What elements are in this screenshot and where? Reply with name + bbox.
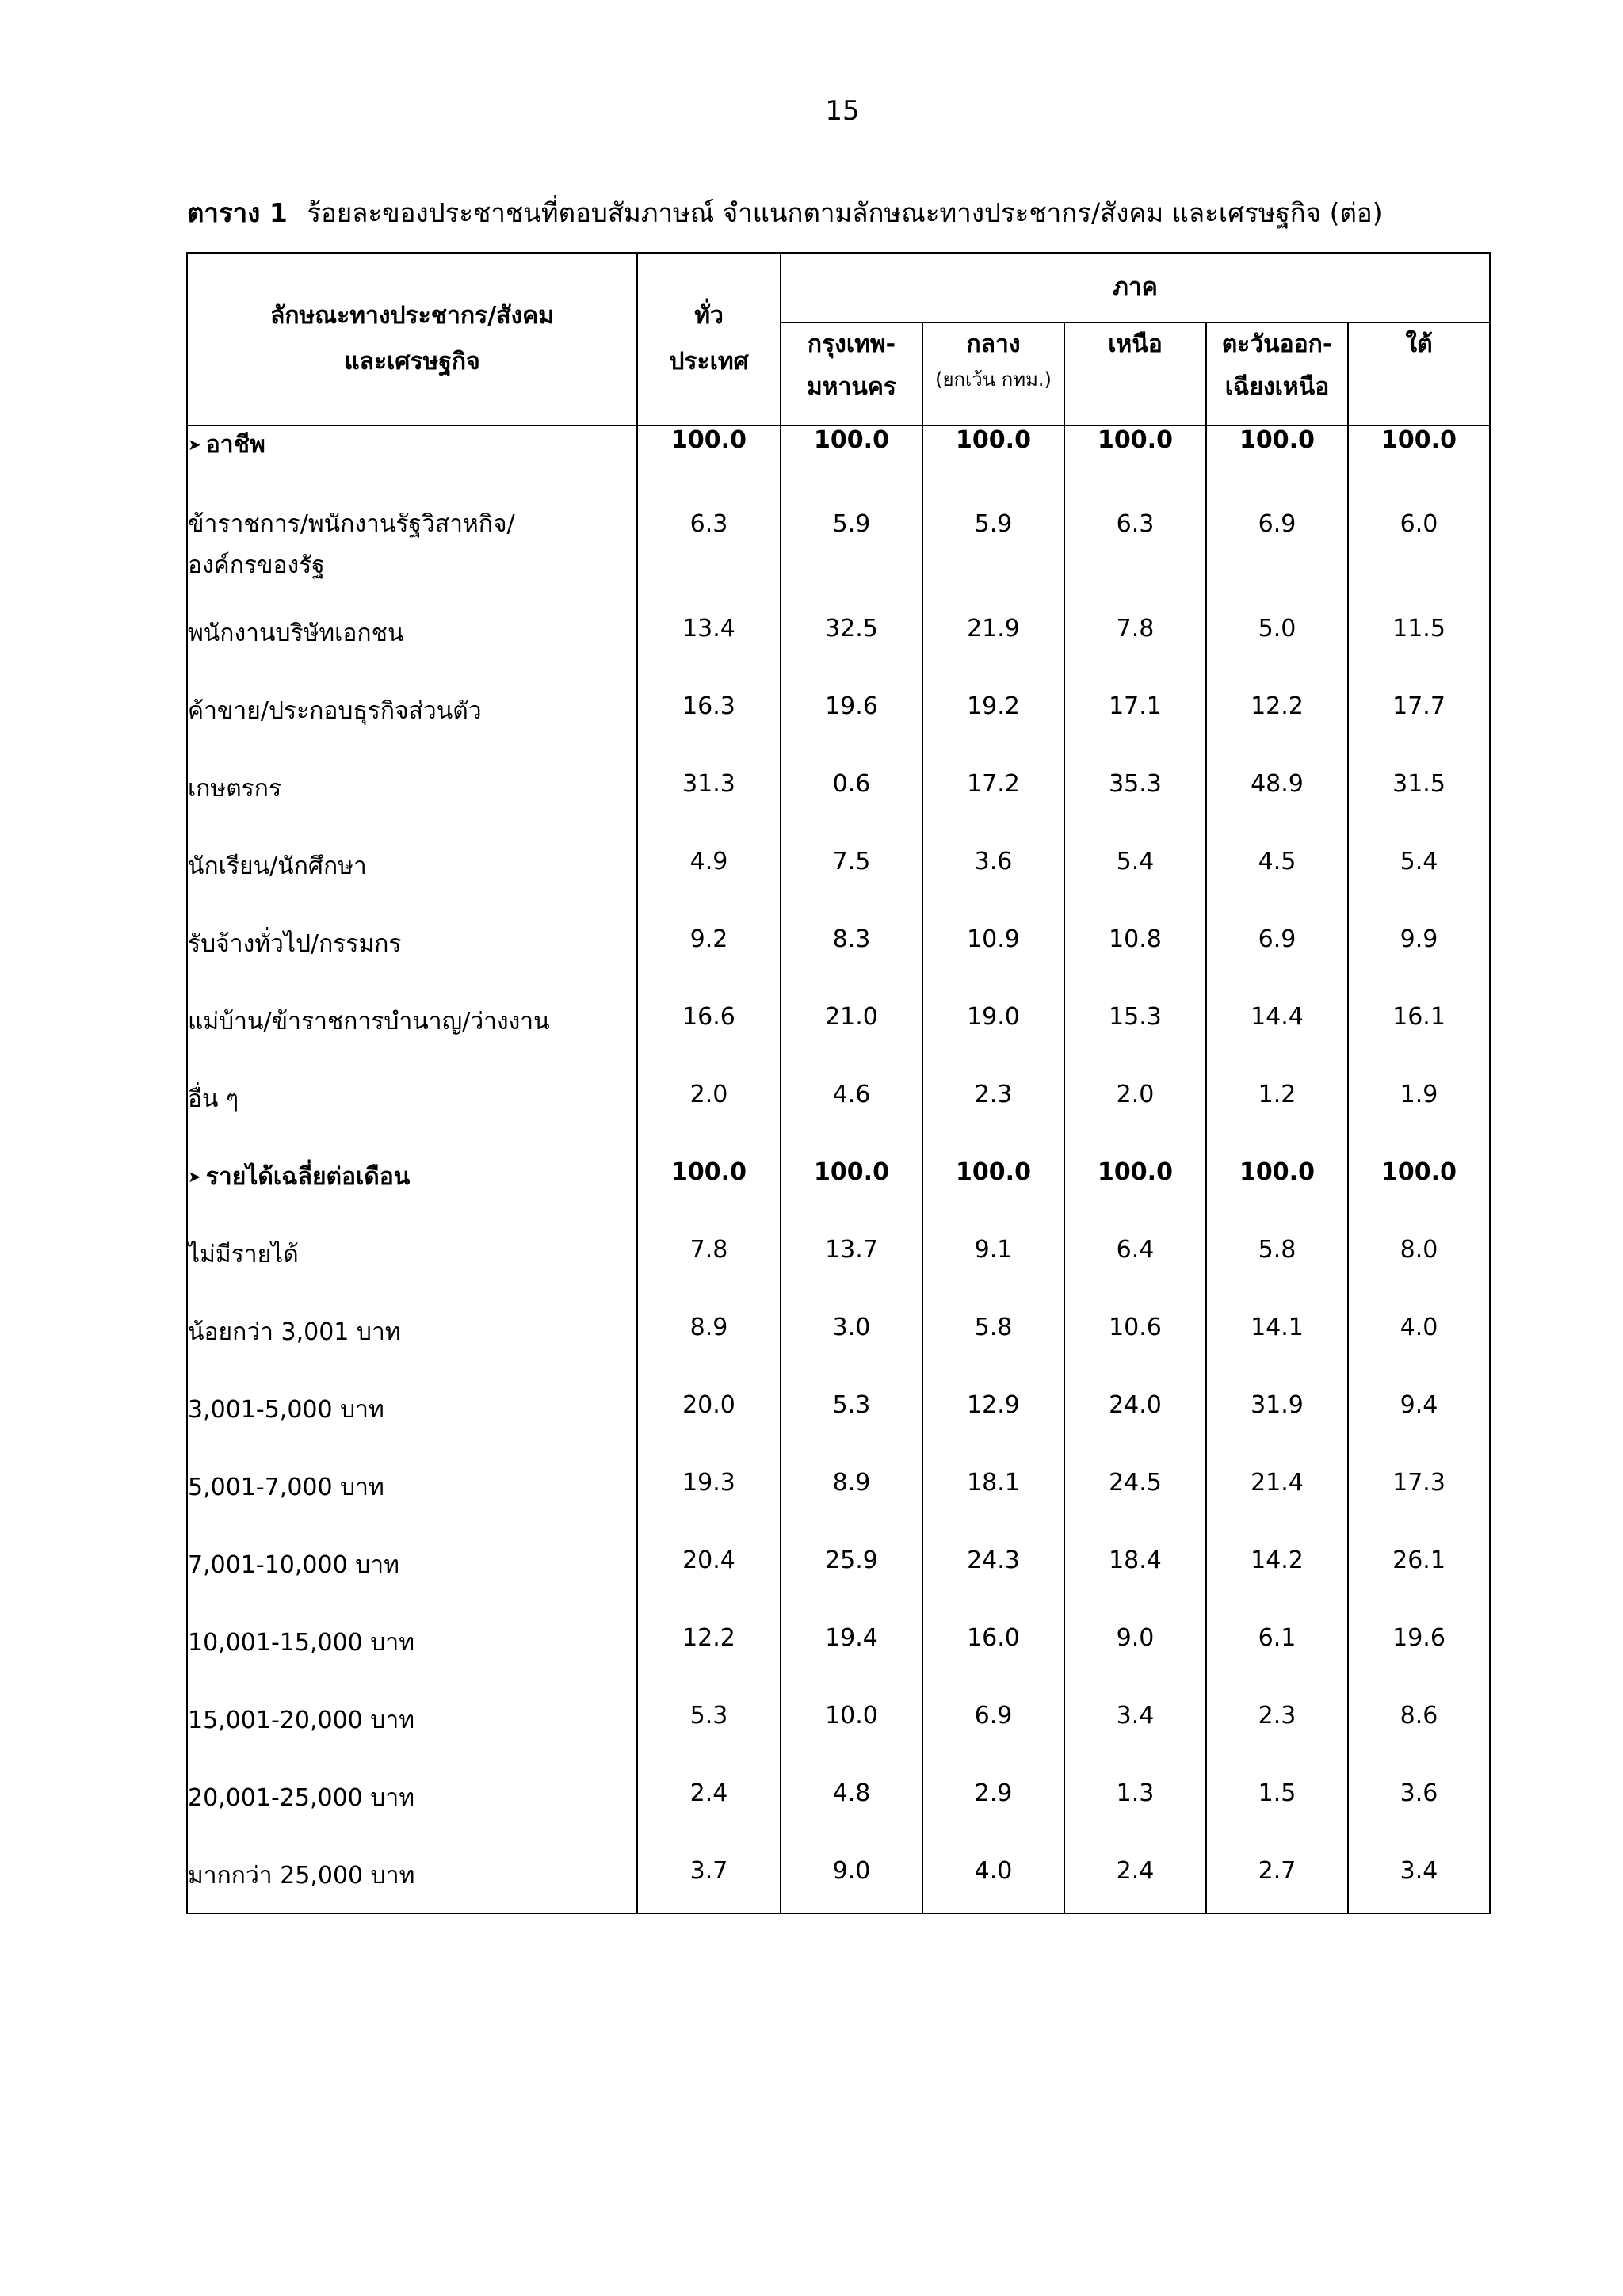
section-total-cell: 100.0 [637,1158,781,1236]
value-cell: 4.9 [637,848,781,925]
row-label: น้อยกว่า 3,001 บาท [188,1318,401,1346]
section-row [187,425,1490,504]
section-total-cell: 100.0 [1348,1158,1490,1236]
value-cell: 13.7 [781,1236,922,1314]
value-cell: 2.3 [1206,1702,1348,1779]
value-cell: 2.0 [1064,1081,1206,1158]
row-label: รับจ้างทั่วไป/กรรมกร [188,930,402,958]
section-total-cell: 100.0 [781,1158,922,1236]
value-cell: 8.3 [781,925,922,1003]
value-cell: 14.1 [1206,1314,1348,1391]
table-row [187,1779,1490,1857]
value-cell: 19.3 [637,1469,781,1547]
value-cell: 7.5 [781,848,922,925]
value-cell: 16.1 [1348,1003,1490,1081]
value-cell: 1.3 [1064,1779,1206,1857]
table-row [187,1469,1490,1547]
table-row [187,1702,1490,1779]
row-label: 15,001-20,000 บาท [188,1707,414,1734]
section-total-cell: 100.0 [1064,425,1206,504]
table-row [187,1624,1490,1702]
value-cell: 21.0 [781,1003,922,1081]
value-cell: 19.6 [1348,1624,1490,1702]
section-total-cell: 100.0 [922,1158,1064,1236]
value-cell: 5.4 [1064,848,1206,925]
table-row [187,615,1490,692]
value-cell: 32.5 [781,615,922,692]
value-cell: 4.8 [781,1779,922,1857]
value-cell: 2.9 [922,1779,1064,1857]
value-cell: 12.2 [637,1624,781,1702]
value-cell: 19.6 [781,692,922,770]
row-label: 10,001-15,000 บาท [188,1629,414,1657]
row-label-cell [187,1469,637,1547]
header-central-line2: (ยกเว้น กทม.) [935,368,1052,391]
header-nationwide-line1: ทั่ว [694,302,724,330]
value-cell: 9.0 [1064,1624,1206,1702]
value-cell: 5.0 [1206,615,1348,692]
section-total-cell: 100.0 [1206,425,1348,504]
value-cell: 5.4 [1348,848,1490,925]
value-cell: 3.7 [637,1857,781,1913]
value-cell: 14.4 [1206,1003,1348,1081]
table-row [187,925,1490,1003]
value-cell: 10.6 [1064,1314,1206,1391]
header-south: ใต้ [1348,322,1490,425]
header-characteristic-line1: ลักษณะทางประชากร/สังคม [269,302,555,330]
header-nationwide-line2: ประเทศ [669,348,749,376]
value-cell: 3.0 [781,1314,922,1391]
row-label-cell [187,1547,637,1624]
value-cell: 5.8 [922,1314,1064,1391]
section-total-cell: 100.0 [1206,1158,1348,1236]
value-cell: 7.8 [1064,615,1206,692]
header-north: เหนือ [1064,322,1206,425]
value-cell: 48.9 [1206,770,1348,848]
value-cell: 21.4 [1206,1469,1348,1547]
row-label: นักเรียน/นักศึกษา [188,852,367,880]
value-cell: 6.3 [637,504,781,615]
value-cell: 4.6 [781,1081,922,1158]
value-cell: 31.9 [1206,1391,1348,1469]
value-cell: 4.0 [922,1857,1064,1913]
section-row [187,1158,1490,1236]
value-cell: 17.2 [922,770,1064,848]
section-title: รายได้เฉลี่ยต่อเดือน [205,1163,411,1191]
value-cell: 5.3 [637,1702,781,1779]
value-cell: 0.6 [781,770,922,848]
value-cell: 3.4 [1348,1857,1490,1913]
value-cell: 20.0 [637,1391,781,1469]
header-nationwide [637,253,781,425]
table-row [187,1236,1490,1314]
page-number: 15 [825,95,860,127]
row-label: 5,001-7,000 บาท [188,1474,384,1501]
table-caption [187,192,1487,234]
row-label: ข้าราชการ/พนักงานรัฐวิสาหกิจ/ [188,510,515,538]
value-cell: 12.9 [922,1391,1064,1469]
value-cell: 31.3 [637,770,781,848]
value-cell: 1.5 [1206,1779,1348,1857]
value-cell: 26.1 [1348,1547,1490,1624]
arrow-bullet-icon: ➤ [188,435,201,454]
row-label: อื่น ๆ [188,1085,239,1113]
value-cell: 8.9 [781,1469,922,1547]
table-row [187,1003,1490,1081]
value-cell: 17.1 [1064,692,1206,770]
header-northeast [1206,322,1348,425]
table-body [187,425,1490,1913]
section-total-cell: 100.0 [637,425,781,504]
row-label-cell [187,615,637,692]
header-bangkok-line2: มหานคร [806,373,897,401]
value-cell: 6.9 [1206,925,1348,1003]
table-row [187,1081,1490,1158]
table-caption-text: ร้อยละของประชาชนที่ตอบสัมภาษณ์ จำแนกตามลักษณะทางประชากร/สังคม และเศรษฐกิจ (ต่อ) [307,197,1383,228]
value-cell: 10.8 [1064,925,1206,1003]
value-cell: 9.4 [1348,1391,1490,1469]
row-label-line2: องค์กรของรัฐ [188,551,325,579]
row-label-cell [187,770,637,848]
value-cell: 16.3 [637,692,781,770]
value-cell: 8.9 [637,1314,781,1391]
value-cell: 9.0 [781,1857,922,1913]
value-cell: 19.2 [922,692,1064,770]
value-cell: 16.0 [922,1624,1064,1702]
header-northeast-line1: ตะวันออก- [1221,330,1333,358]
value-cell: 3.6 [922,848,1064,925]
value-cell: 9.9 [1348,925,1490,1003]
value-cell: 15.3 [1064,1003,1206,1081]
row-label: พนักงานบริษัทเอกชน [188,620,404,647]
header-central-line1: กลาง [966,330,1021,358]
value-cell: 6.9 [1206,504,1348,615]
value-cell: 19.0 [922,1003,1064,1081]
value-cell: 24.0 [1064,1391,1206,1469]
table-row [187,504,1490,615]
value-cell: 8.6 [1348,1702,1490,1779]
section-total-cell: 100.0 [922,425,1064,504]
row-label-cell [187,504,637,615]
section-title-cell [187,425,637,504]
value-cell: 6.9 [922,1702,1064,1779]
row-label-cell [187,1779,637,1857]
table-row [187,1314,1490,1391]
value-cell: 13.4 [637,615,781,692]
row-label-cell [187,1081,637,1158]
value-cell: 10.9 [922,925,1064,1003]
table-row [187,770,1490,848]
value-cell: 14.2 [1206,1547,1348,1624]
row-label-cell [187,1314,637,1391]
row-label-cell [187,1624,637,1702]
value-cell: 19.4 [781,1624,922,1702]
value-cell: 20.4 [637,1547,781,1624]
value-cell: 12.2 [1206,692,1348,770]
value-cell: 31.5 [1348,770,1490,848]
row-label: 20,001-25,000 บาท [188,1784,414,1812]
value-cell: 5.3 [781,1391,922,1469]
row-label-cell [187,848,637,925]
header-characteristic [187,253,637,425]
header-bangkok [781,322,922,425]
section-total-cell: 100.0 [1348,425,1490,504]
section-title: อาชีพ [205,431,265,459]
value-cell: 4.0 [1348,1314,1490,1391]
value-cell: 6.3 [1064,504,1206,615]
row-label: 7,001-10,000 บาท [188,1551,399,1579]
row-label: แม่บ้าน/ข้าราชการบำนาญ/ว่างงาน [188,1008,550,1035]
value-cell: 5.9 [781,504,922,615]
row-label: ค้าขาย/ประกอบธุรกิจส่วนตัว [188,697,482,725]
value-cell: 24.5 [1064,1469,1206,1547]
value-cell: 35.3 [1064,770,1206,848]
value-cell: 5.9 [922,504,1064,615]
value-cell: 17.7 [1348,692,1490,770]
table-row [187,1391,1490,1469]
arrow-bullet-icon: ➤ [188,1167,201,1186]
row-label-cell [187,1702,637,1779]
value-cell: 18.4 [1064,1547,1206,1624]
value-cell: 3.6 [1348,1779,1490,1857]
section-total-cell: 100.0 [1064,1158,1206,1236]
value-cell: 5.8 [1206,1236,1348,1314]
data-table [186,252,1491,1914]
value-cell: 6.1 [1206,1624,1348,1702]
row-label: ไม่มีรายได้ [188,1241,299,1268]
value-cell: 3.4 [1064,1702,1206,1779]
value-cell: 2.0 [637,1081,781,1158]
value-cell: 2.4 [637,1779,781,1857]
value-cell: 21.9 [922,615,1064,692]
value-cell: 10.0 [781,1702,922,1779]
header-region: ภาค [781,253,1490,322]
value-cell: 2.3 [922,1081,1064,1158]
value-cell: 8.0 [1348,1236,1490,1314]
section-title-cell [187,1158,637,1236]
value-cell: 4.5 [1206,848,1348,925]
row-label: 3,001-5,000 บาท [188,1396,384,1424]
row-label-cell [187,925,637,1003]
value-cell: 9.2 [637,925,781,1003]
value-cell: 1.2 [1206,1081,1348,1158]
row-label-cell [187,692,637,770]
value-cell: 17.3 [1348,1469,1490,1547]
value-cell: 6.4 [1064,1236,1206,1314]
header-bangkok-line1: กรุงเทพ- [807,330,896,358]
row-label: มากกว่า 25,000 บาท [188,1862,415,1890]
section-total-cell: 100.0 [781,425,922,504]
value-cell: 24.3 [922,1547,1064,1624]
row-label-cell [187,1003,637,1081]
table-header [187,253,1490,425]
row-label-cell [187,1236,637,1314]
table-row [187,848,1490,925]
table-row [187,1547,1490,1624]
row-label-cell [187,1857,637,1913]
value-cell: 11.5 [1348,615,1490,692]
row-label-cell [187,1391,637,1469]
header-central [922,322,1064,425]
header-characteristic-line2: และเศรษฐกิจ [344,348,480,376]
table-row [187,692,1490,770]
value-cell: 16.6 [637,1003,781,1081]
value-cell: 1.9 [1348,1081,1490,1158]
value-cell: 7.8 [637,1236,781,1314]
value-cell: 2.7 [1206,1857,1348,1913]
table-row [187,1857,1490,1913]
header-northeast-line2: เฉียงเหนือ [1224,373,1330,401]
value-cell: 18.1 [922,1469,1064,1547]
table-caption-label: ตาราง 1 [187,197,288,228]
value-cell: 25.9 [781,1547,922,1624]
value-cell: 6.0 [1348,504,1490,615]
value-cell: 2.4 [1064,1857,1206,1913]
value-cell: 9.1 [922,1236,1064,1314]
row-label: เกษตรกร [188,775,282,803]
